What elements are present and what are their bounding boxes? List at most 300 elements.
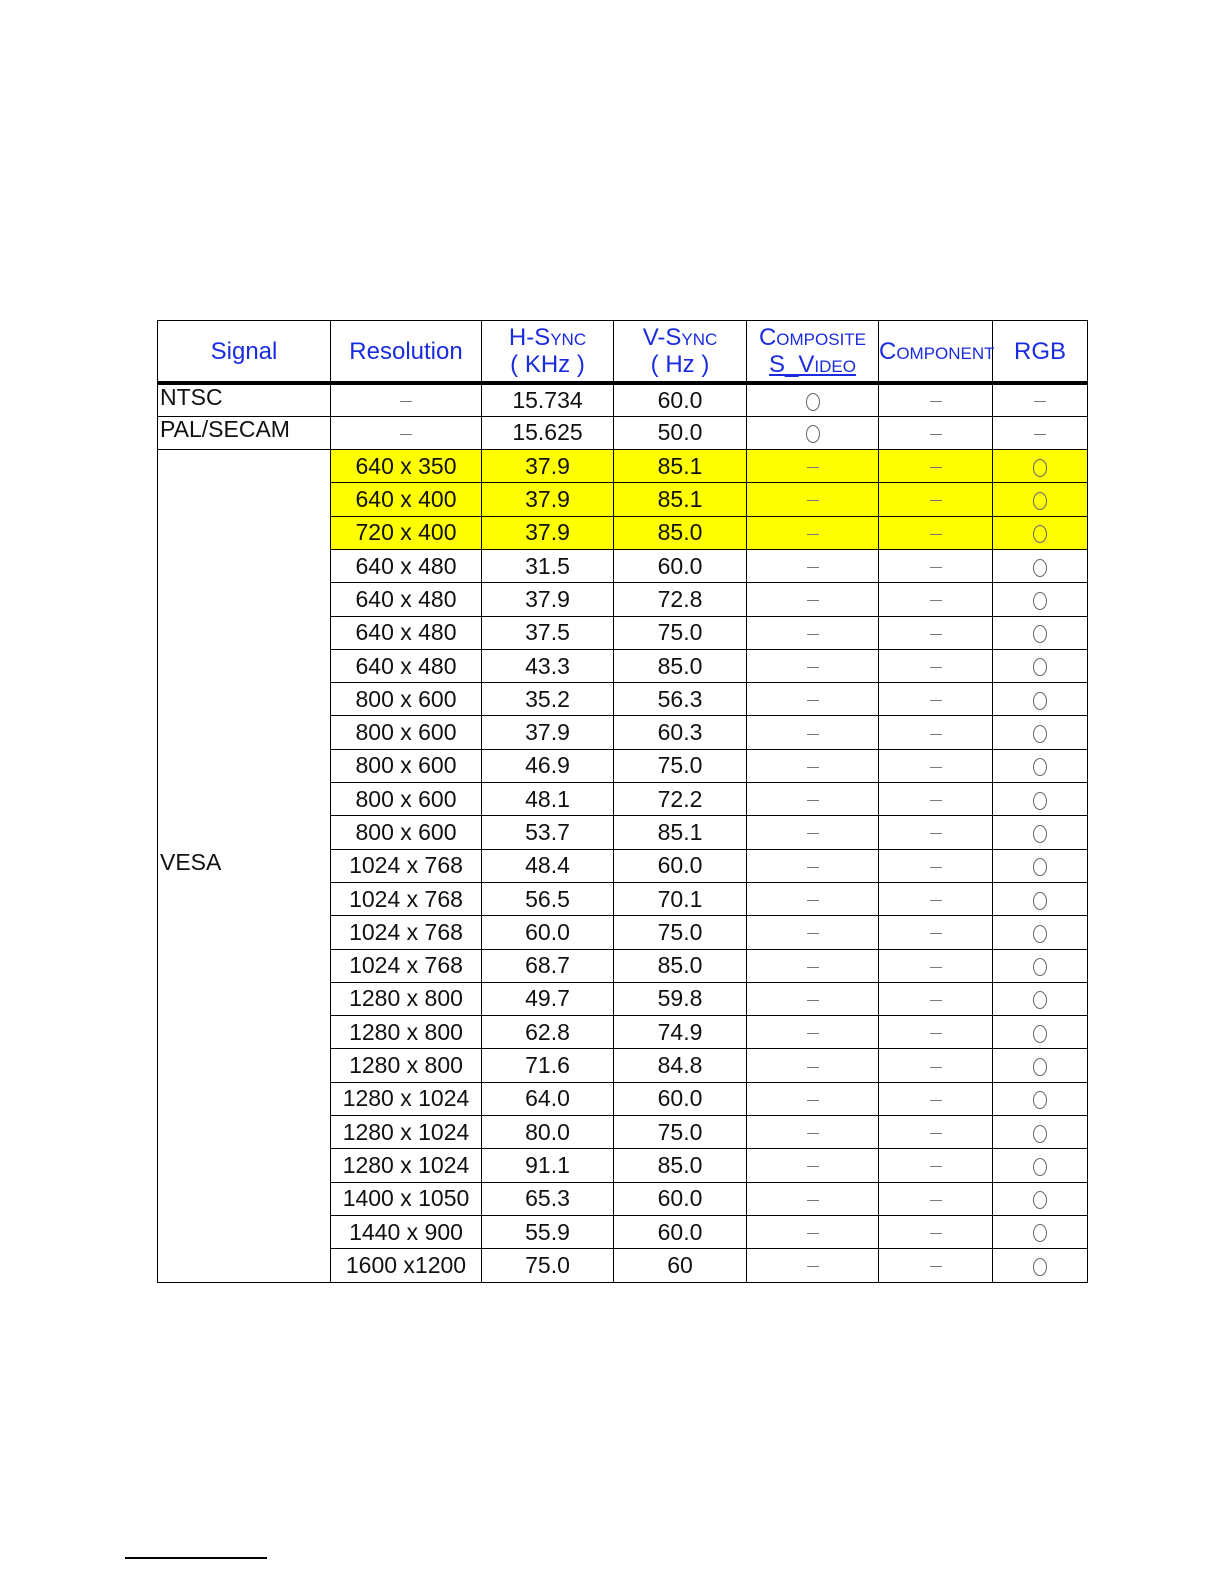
- component-cell-dash-icon: [930, 534, 942, 535]
- resolution-cell: [331, 450, 482, 483]
- resolution-cell-text: 800 x 600: [355, 819, 457, 845]
- resolution-cell-text: 1600 x1200: [345, 1251, 467, 1278]
- resolution-cell: [331, 1016, 482, 1049]
- resolution-cell-text: 800 x 600: [355, 752, 457, 779]
- hsync-cell-text: 49.7: [525, 985, 570, 1012]
- vsync-cell: [614, 516, 747, 549]
- component-cell-dash-icon: [930, 1166, 942, 1167]
- hsync-cell-text: 37.9: [525, 486, 570, 513]
- component-cell-dash-icon: [930, 900, 942, 901]
- composite-cell-dash-icon: [807, 1033, 819, 1034]
- hsync-cell-text: 62.8: [525, 1018, 570, 1045]
- vsync-cell-text: 60.0: [657, 386, 703, 413]
- hsync-cell: [482, 1215, 614, 1248]
- composite-cell-dash-icon: [807, 467, 819, 468]
- composite-cell-circle-icon: [806, 425, 820, 443]
- hsync-cell: [482, 816, 614, 849]
- vsync-cell-text: 85.1: [657, 819, 703, 845]
- resolution-cell-text: 800 x 600: [355, 685, 457, 712]
- component-cell-dash-icon: [930, 1100, 942, 1101]
- rgb-cell: [993, 716, 1088, 749]
- rgb-cell-circle-icon: [1033, 692, 1047, 710]
- resolution-cell-text: 1280 x 1024: [342, 1151, 470, 1178]
- composite-cell: [747, 1249, 879, 1282]
- composite-cell: [747, 383, 879, 416]
- vsync-cell-text: 60.0: [657, 1218, 703, 1245]
- component-cell-dash-icon: [930, 1033, 942, 1034]
- component-cell: [879, 1082, 993, 1115]
- component-cell: [879, 982, 993, 1015]
- resolution-cell-text: 640 x 480: [355, 652, 457, 679]
- hsync-cell: [482, 1049, 614, 1082]
- composite-cell: [747, 982, 879, 1015]
- rgb-cell: [993, 1049, 1088, 1082]
- hsync-cell: [482, 1149, 614, 1182]
- resolution-cell: [331, 683, 482, 716]
- resolution-cell-dash-icon: [400, 401, 412, 402]
- vsync-cell-text: 85.1: [657, 486, 703, 513]
- rgb-cell-circle-icon: [1033, 792, 1047, 810]
- composite-cell-dash-icon: [807, 634, 819, 635]
- vsync-cell: [614, 583, 747, 616]
- component-cell: [879, 583, 993, 616]
- hsync-cell-text: 80.0: [525, 1118, 570, 1145]
- vsync-cell: [614, 982, 747, 1015]
- resolution-cell-text: 1280 x 800: [349, 1052, 463, 1079]
- component-cell: [879, 649, 993, 682]
- table-row: [158, 416, 1088, 449]
- composite-cell-dash-icon: [807, 1100, 819, 1101]
- rgb-cell-circle-icon: [1033, 725, 1047, 743]
- hsync-cell: [482, 783, 614, 816]
- component-cell-dash-icon: [930, 667, 942, 668]
- resolution-cell: [331, 783, 482, 816]
- composite-cell: [747, 916, 879, 949]
- vsync-cell-text: 72.8: [657, 585, 703, 612]
- component-cell-dash-icon: [930, 634, 942, 635]
- composite-cell-dash-icon: [807, 1200, 819, 1201]
- vsync-cell-text: 60.0: [657, 1085, 703, 1112]
- vsync-cell-text: 60.0: [657, 1185, 703, 1212]
- hsync-cell: [482, 1249, 614, 1282]
- resolution-cell: [331, 749, 482, 782]
- composite-cell-dash-icon: [807, 833, 819, 834]
- header-vsync-unit: ( Hz ): [650, 351, 710, 378]
- component-cell-dash-icon: [930, 401, 942, 402]
- composite-cell: [747, 683, 879, 716]
- rgb-cell-circle-icon: [1033, 592, 1047, 610]
- resolution-cell: [331, 882, 482, 915]
- component-cell: [879, 716, 993, 749]
- signal-cell: [158, 383, 331, 416]
- vsync-cell: [614, 1249, 747, 1282]
- rgb-cell: [993, 1215, 1088, 1248]
- component-cell-dash-icon: [930, 767, 942, 768]
- composite-cell: [747, 583, 879, 616]
- vsync-cell-text: 75.0: [657, 619, 703, 646]
- resolution-cell: [331, 949, 482, 982]
- vsync-cell-text: 60.0: [657, 552, 703, 579]
- header-rgb: RGB: [993, 321, 1088, 384]
- hsync-cell-text: 37.9: [525, 585, 570, 612]
- rgb-cell: [993, 549, 1088, 582]
- vsync-cell: [614, 483, 747, 516]
- signal-name: PAL/SECAM: [160, 416, 290, 443]
- component-cell: [879, 882, 993, 915]
- component-cell-dash-icon: [930, 1000, 942, 1001]
- composite-cell-dash-icon: [807, 1067, 819, 1068]
- composite-cell: [747, 849, 879, 882]
- resolution-cell: [331, 816, 482, 849]
- rgb-cell: [993, 783, 1088, 816]
- vsync-cell: [614, 949, 747, 982]
- rgb-cell: [993, 882, 1088, 915]
- resolution-cell: [331, 649, 482, 682]
- composite-cell: [747, 549, 879, 582]
- vsync-cell-text: 50.0: [657, 419, 703, 446]
- resolution-cell: [331, 416, 482, 449]
- hsync-cell: [482, 450, 614, 483]
- rgb-cell: [993, 949, 1088, 982]
- resolution-cell-text: 640 x 400: [355, 486, 457, 513]
- table-body: [158, 383, 1088, 1282]
- composite-cell-dash-icon: [807, 667, 819, 668]
- footnote-separator: [125, 1557, 267, 1559]
- vsync-cell: [614, 716, 747, 749]
- rgb-cell: [993, 649, 1088, 682]
- component-cell: [879, 816, 993, 849]
- vsync-cell: [614, 383, 747, 416]
- component-cell: [879, 1049, 993, 1082]
- composite-cell-dash-icon: [807, 734, 819, 735]
- component-cell: [879, 516, 993, 549]
- resolution-cell: [331, 383, 482, 416]
- component-cell: [879, 916, 993, 949]
- composite-cell-dash-icon: [807, 1133, 819, 1134]
- resolution-cell: [331, 1215, 482, 1248]
- composite-cell-dash-icon: [807, 967, 819, 968]
- vsync-cell-text: 72.2: [657, 785, 703, 812]
- composite-cell-dash-icon: [807, 1166, 819, 1167]
- signal-compatibility-table: [157, 320, 1088, 1283]
- vsync-cell-text: 60.3: [657, 719, 703, 746]
- rgb-cell: [993, 516, 1088, 549]
- hsync-cell: [482, 716, 614, 749]
- vsync-cell: [614, 816, 747, 849]
- component-cell-dash-icon: [930, 567, 942, 568]
- composite-cell-circle-icon: [806, 393, 820, 411]
- component-cell: [879, 450, 993, 483]
- resolution-cell: [331, 516, 482, 549]
- resolution-cell: [331, 1182, 482, 1215]
- rgb-cell-circle-icon: [1033, 1058, 1047, 1076]
- composite-cell-dash-icon: [807, 567, 819, 568]
- component-cell: [879, 1215, 993, 1248]
- vsync-cell-text: 60.0: [657, 852, 703, 879]
- composite-cell-dash-icon: [807, 1233, 819, 1234]
- hsync-cell-text: 15.625: [512, 419, 583, 446]
- rgb-cell: [993, 383, 1088, 416]
- hsync-cell: [482, 849, 614, 882]
- component-cell: [879, 416, 993, 449]
- resolution-cell-text: 640 x 480: [355, 619, 457, 646]
- resolution-cell-text: 1280 x 1024: [342, 1085, 470, 1112]
- header-composite-title: Composite: [758, 324, 867, 351]
- composite-cell: [747, 1149, 879, 1182]
- signal-cell-vesa: [158, 450, 331, 1282]
- rgb-cell: [993, 1249, 1088, 1282]
- rgb-cell: [993, 916, 1088, 949]
- rgb-cell-circle-icon: [1033, 525, 1047, 543]
- component-cell-dash-icon: [930, 800, 942, 801]
- hsync-cell-text: 15.734: [512, 386, 583, 413]
- header-resolution: Resolution: [331, 321, 482, 384]
- composite-cell-dash-icon: [807, 800, 819, 801]
- composite-cell: [747, 816, 879, 849]
- vsync-cell-text: 85.0: [657, 652, 703, 679]
- hsync-cell: [482, 683, 614, 716]
- component-cell-dash-icon: [930, 500, 942, 501]
- rgb-cell: [993, 816, 1088, 849]
- composite-cell-dash-icon: [807, 1000, 819, 1001]
- rgb-cell-circle-icon: [1033, 758, 1047, 776]
- hsync-cell-text: 43.3: [525, 652, 570, 679]
- rgb-cell-circle-icon: [1033, 825, 1047, 843]
- header-hsync: [482, 321, 614, 384]
- vsync-cell-text: 85.0: [657, 952, 703, 979]
- hsync-cell-text: 37.9: [525, 452, 570, 479]
- component-cell-dash-icon: [930, 867, 942, 868]
- resolution-cell-text: 1024 x 768: [349, 885, 463, 912]
- component-cell-dash-icon: [930, 734, 942, 735]
- vsync-cell: [614, 1049, 747, 1082]
- rgb-cell: [993, 1082, 1088, 1115]
- hsync-cell: [482, 1016, 614, 1049]
- rgb-cell: [993, 982, 1088, 1015]
- rgb-cell-circle-icon: [1033, 925, 1047, 943]
- vsync-cell-text: 74.9: [657, 1018, 703, 1045]
- composite-cell-dash-icon: [807, 767, 819, 768]
- vsync-cell: [614, 549, 747, 582]
- resolution-cell: [331, 483, 482, 516]
- composite-cell-dash-icon: [807, 700, 819, 701]
- vsync-cell: [614, 749, 747, 782]
- composite-cell-dash-icon: [807, 867, 819, 868]
- component-cell: [879, 549, 993, 582]
- component-cell: [879, 1249, 993, 1282]
- vsync-cell: [614, 1182, 747, 1215]
- rgb-cell-circle-icon: [1033, 459, 1047, 477]
- hsync-cell: [482, 749, 614, 782]
- composite-cell-dash-icon: [807, 1266, 819, 1267]
- resolution-cell: [331, 916, 482, 949]
- hsync-cell-text: 56.5: [525, 885, 570, 912]
- vsync-cell: [614, 416, 747, 449]
- component-cell-dash-icon: [930, 1067, 942, 1068]
- composite-cell: [747, 1116, 879, 1149]
- vsync-cell: [614, 1215, 747, 1248]
- hsync-cell-text: 48.1: [525, 785, 570, 812]
- hsync-cell: [482, 1182, 614, 1215]
- rgb-cell-circle-icon: [1033, 1224, 1047, 1242]
- resolution-cell-text: 1024 x 768: [349, 952, 463, 979]
- header-signal: Signal: [158, 321, 331, 384]
- vsync-cell-text: 75.0: [657, 752, 703, 779]
- component-cell: [879, 483, 993, 516]
- resolution-cell-text: 800 x 600: [355, 719, 457, 746]
- vsync-cell: [614, 1082, 747, 1115]
- resolution-cell-text: 1280 x 1024: [342, 1118, 470, 1145]
- hsync-cell: [482, 383, 614, 416]
- rgb-cell: [993, 616, 1088, 649]
- component-cell-dash-icon: [930, 700, 942, 701]
- resolution-cell-text: 1024 x 768: [349, 852, 463, 879]
- composite-cell: [747, 749, 879, 782]
- vsync-cell-text: 56.3: [657, 685, 703, 712]
- hsync-cell: [482, 516, 614, 549]
- component-cell: [879, 849, 993, 882]
- composite-cell: [747, 1016, 879, 1049]
- header-svideo-title: S_Video: [769, 351, 856, 378]
- resolution-cell-text: 1024 x 768: [349, 918, 463, 945]
- component-cell-dash-icon: [930, 1266, 942, 1267]
- hsync-cell: [482, 949, 614, 982]
- component-cell: [879, 616, 993, 649]
- rgb-cell: [993, 1149, 1088, 1182]
- component-cell-dash-icon: [930, 1133, 942, 1134]
- composite-cell: [747, 649, 879, 682]
- hsync-cell-text: 75.0: [525, 1251, 570, 1278]
- hsync-cell: [482, 1082, 614, 1115]
- rgb-cell-circle-icon: [1033, 1091, 1047, 1109]
- hsync-cell: [482, 1116, 614, 1149]
- hsync-cell: [482, 416, 614, 449]
- composite-cell: [747, 949, 879, 982]
- component-cell: [879, 749, 993, 782]
- hsync-cell-text: 37.9: [525, 519, 570, 546]
- hsync-cell-text: 55.9: [525, 1218, 570, 1245]
- rgb-cell-circle-icon: [1033, 658, 1047, 676]
- header-composite: [747, 321, 879, 384]
- component-cell: [879, 1016, 993, 1049]
- vsync-cell: [614, 1149, 747, 1182]
- resolution-cell-text: 640 x 480: [355, 552, 457, 579]
- component-cell: [879, 1116, 993, 1149]
- vsync-cell: [614, 616, 747, 649]
- hsync-cell-text: 65.3: [525, 1185, 570, 1212]
- component-cell: [879, 949, 993, 982]
- resolution-cell: [331, 1249, 482, 1282]
- header-vsync: [614, 321, 747, 384]
- rgb-cell: [993, 749, 1088, 782]
- vsync-cell: [614, 649, 747, 682]
- rgb-cell-circle-icon: [1033, 559, 1047, 577]
- composite-cell: [747, 783, 879, 816]
- rgb-cell: [993, 1016, 1088, 1049]
- vsync-cell-text: 85.0: [657, 1151, 703, 1178]
- component-cell-dash-icon: [930, 467, 942, 468]
- component-cell: [879, 1182, 993, 1215]
- resolution-cell-text: 1280 x 800: [349, 1018, 463, 1045]
- hsync-cell: [482, 982, 614, 1015]
- vsync-cell: [614, 450, 747, 483]
- hsync-cell-text: 64.0: [525, 1085, 570, 1112]
- rgb-cell-circle-icon: [1033, 991, 1047, 1009]
- header-hsync-unit: ( KHz ): [510, 351, 585, 378]
- header-vsync-title: V-Sync: [642, 324, 718, 351]
- resolution-cell-text: 720 x 400: [355, 519, 457, 546]
- vsync-cell-text: 84.8: [657, 1052, 703, 1079]
- component-cell: [879, 683, 993, 716]
- resolution-cell-text: 1440 x 900: [349, 1218, 463, 1245]
- rgb-cell-circle-icon: [1033, 1158, 1047, 1176]
- rgb-cell: [993, 683, 1088, 716]
- rgb-cell-dash-icon: [1034, 434, 1046, 435]
- header-hsync-title: H-Sync: [508, 324, 587, 351]
- signal-cell: [158, 416, 331, 449]
- rgb-cell: [993, 450, 1088, 483]
- resolution-cell: [331, 982, 482, 1015]
- component-cell-dash-icon: [930, 434, 942, 435]
- composite-cell: [747, 483, 879, 516]
- component-cell: [879, 383, 993, 416]
- composite-cell: [747, 616, 879, 649]
- vsync-cell: [614, 916, 747, 949]
- hsync-cell-text: 91.1: [525, 1151, 570, 1178]
- header-component: Component: [879, 321, 993, 384]
- rgb-cell: [993, 1182, 1088, 1215]
- hsync-cell-text: 31.5: [525, 552, 570, 579]
- hsync-cell: [482, 882, 614, 915]
- hsync-cell-text: 53.7: [525, 819, 570, 845]
- component-cell-dash-icon: [930, 933, 942, 934]
- vsync-cell: [614, 683, 747, 716]
- hsync-cell-text: 48.4: [525, 852, 570, 879]
- composite-cell: [747, 1182, 879, 1215]
- hsync-cell: [482, 583, 614, 616]
- vsync-cell-text: 85.1: [657, 452, 703, 479]
- table-row: [158, 383, 1088, 416]
- rgb-cell: [993, 416, 1088, 449]
- vsync-cell-text: 75.0: [657, 1118, 703, 1145]
- resolution-cell: [331, 1116, 482, 1149]
- vsync-cell: [614, 783, 747, 816]
- resolution-cell-text: 1400 x 1050: [342, 1185, 470, 1212]
- hsync-cell: [482, 549, 614, 582]
- hsync-cell: [482, 916, 614, 949]
- rgb-cell: [993, 1116, 1088, 1149]
- vsync-cell-text: 85.0: [657, 519, 703, 546]
- hsync-cell: [482, 483, 614, 516]
- rgb-cell-circle-icon: [1033, 892, 1047, 910]
- rgb-cell-circle-icon: [1033, 1258, 1047, 1276]
- resolution-cell-text: 1280 x 800: [349, 985, 463, 1012]
- hsync-cell-text: 35.2: [525, 685, 570, 712]
- composite-cell-dash-icon: [807, 933, 819, 934]
- rgb-cell: [993, 583, 1088, 616]
- vsync-cell-text: 75.0: [657, 918, 703, 945]
- resolution-cell: [331, 716, 482, 749]
- header-row: [158, 321, 1088, 384]
- rgb-cell-circle-icon: [1033, 958, 1047, 976]
- composite-cell-dash-icon: [807, 900, 819, 901]
- resolution-cell-dash-icon: [400, 434, 412, 435]
- composite-cell: [747, 1215, 879, 1248]
- component-cell-dash-icon: [930, 1200, 942, 1201]
- rgb-cell-circle-icon: [1033, 858, 1047, 876]
- resolution-cell-text: 640 x 480: [355, 585, 457, 612]
- resolution-cell: [331, 549, 482, 582]
